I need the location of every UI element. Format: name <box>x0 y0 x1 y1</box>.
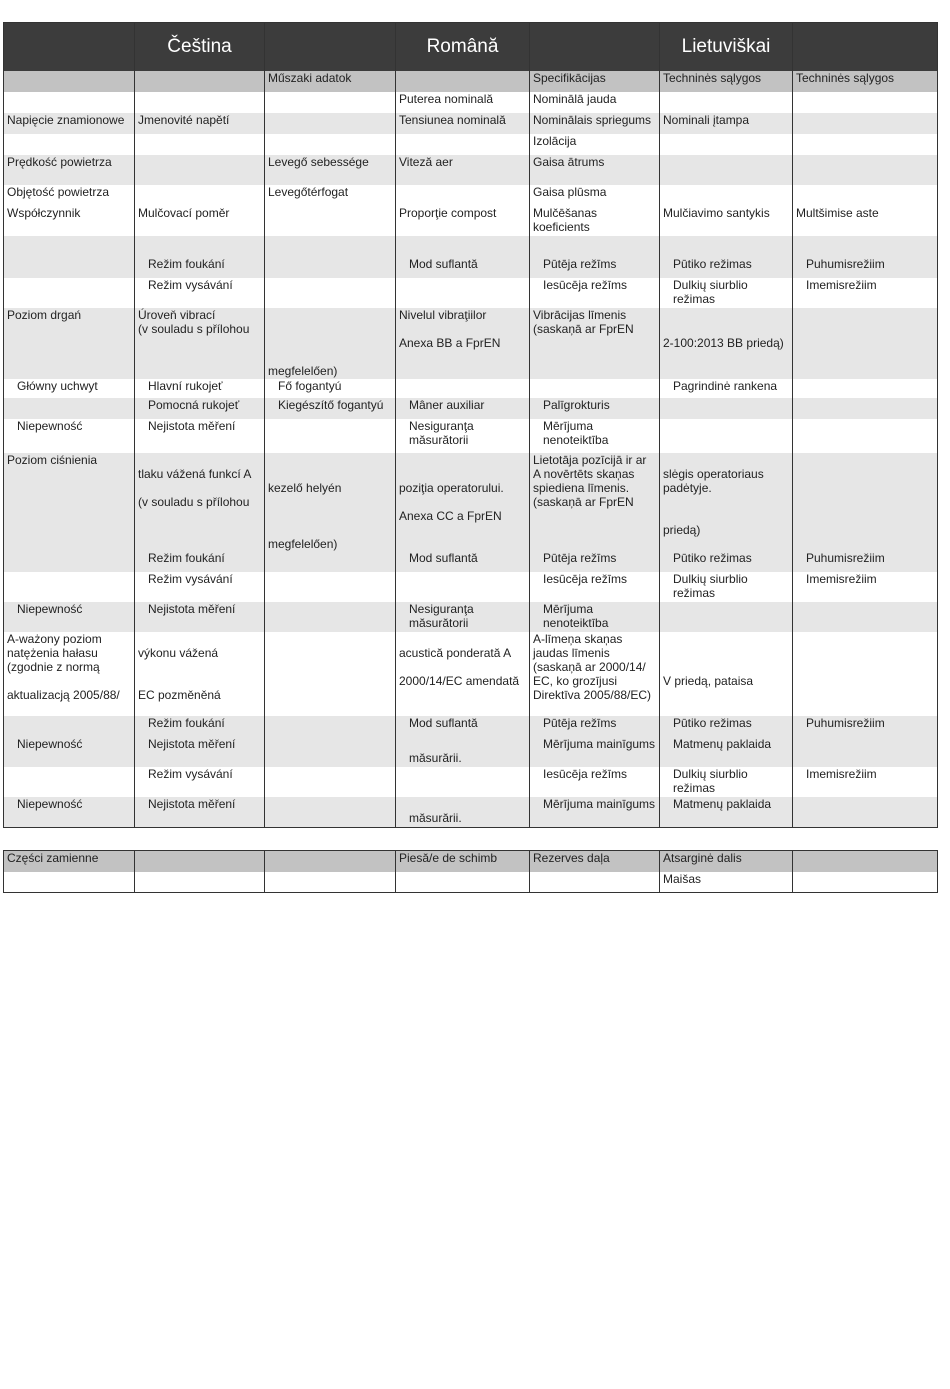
table-row <box>4 572 938 602</box>
cell-line: acustică ponderată A <box>399 646 512 660</box>
table-cell: Puhumisrežiim <box>793 257 938 278</box>
table-cell: Gaisa plūsma <box>530 185 660 206</box>
table-cell <box>265 797 396 827</box>
table-cell <box>4 872 135 893</box>
cell-line: Anexa CC a FprEN <box>399 509 502 523</box>
table-cell <box>660 602 793 632</box>
table-cell <box>396 632 530 716</box>
table-cell <box>396 737 530 767</box>
table-cell: Nesiguranţa măsurătorii <box>396 419 530 453</box>
table-row <box>4 308 938 379</box>
table-cell: Nejistota měření <box>135 797 265 827</box>
table-cell: Mâner auxiliar <box>396 398 530 419</box>
table-cell: Hlavní rukojeť <box>135 379 265 398</box>
specifications-table <box>3 22 938 828</box>
table-cell <box>265 632 396 716</box>
table-cell: Iesūcēja režīms <box>530 572 660 602</box>
table-cell <box>265 767 396 797</box>
table-cell: Kiegészítő fogantyú <box>265 398 396 419</box>
cell-line: A-ważony poziom natężenia hałasu (zgodnie z normą <box>7 632 102 674</box>
cell-line: (v souladu s přílohou <box>138 495 250 509</box>
table-cell: Piesă/e de schimb <box>396 851 530 872</box>
table-cell: Nominālā jauda <box>530 92 660 113</box>
table-cell <box>265 92 396 113</box>
table-cell <box>660 398 793 419</box>
table-cell: Nesiguranţa măsurătorii <box>396 602 530 632</box>
cell-line: slėgis operatoriaus padėtyje. <box>663 467 764 495</box>
table-cell <box>793 398 938 419</box>
table-cell: Imemisrežiim <box>793 767 938 797</box>
cell-line: Vibrācijas līmenis <box>533 308 627 322</box>
table-cell: Poziom ciśnienia <box>4 453 135 551</box>
table-cell <box>4 572 135 602</box>
table-cell <box>265 551 396 572</box>
table-row <box>4 155 938 185</box>
table-cell: Główny uchwyt <box>4 379 135 398</box>
language-header-row <box>4 23 938 72</box>
table-cell: Fő fogantyú <box>265 379 396 398</box>
table-cell <box>660 453 793 551</box>
table-cell: Techninės sąlygos <box>793 71 938 92</box>
table-cell <box>793 236 938 257</box>
table-cell <box>396 379 530 398</box>
table-cell <box>793 602 938 632</box>
table-cell <box>265 737 396 767</box>
table-cell: Specifikācijas <box>530 71 660 92</box>
table-cell <box>265 851 396 872</box>
table-cell <box>396 308 530 379</box>
table-cell <box>396 453 530 551</box>
table-cell: Mērījuma nenoteiktība <box>530 602 660 632</box>
table-row <box>4 602 938 632</box>
table-cell <box>4 257 135 278</box>
table-row <box>4 419 938 453</box>
table-row <box>4 92 938 113</box>
cell-line: tlaku vážená funkcí A <box>138 467 252 481</box>
table-cell <box>793 134 938 155</box>
table-cell <box>4 134 135 155</box>
table-cell <box>265 113 396 134</box>
cell-line: kezelő helyén <box>268 481 342 495</box>
table-cell <box>135 185 265 206</box>
table-cell <box>793 872 938 893</box>
table-cell <box>793 155 938 185</box>
table-cell <box>660 419 793 453</box>
table-row <box>4 134 938 155</box>
table-cell: Műszaki adatok <box>265 71 396 92</box>
table-cell <box>793 632 938 716</box>
table-cell: Matmenų paklaida <box>660 797 793 827</box>
header-cell <box>265 23 396 72</box>
table-cell: Rezerves daļa <box>530 851 660 872</box>
cell-line: 2000/14/EC amendată <box>399 674 520 688</box>
table-cell: Prędkość powietrza <box>4 155 135 185</box>
table-row <box>4 797 938 827</box>
table-row <box>4 767 938 797</box>
table-cell: Części zamienne <box>4 851 135 872</box>
table-cell <box>530 379 660 398</box>
table-row <box>4 206 938 236</box>
table-cell <box>4 71 135 92</box>
table-cell <box>4 398 135 419</box>
table-cell: Dulkių siurblio režimas <box>660 767 793 797</box>
table-cell: Režim foukání <box>135 551 265 572</box>
header-cell-cestina: Čeština <box>135 23 265 72</box>
table-cell <box>4 767 135 797</box>
table-row <box>4 278 938 308</box>
table-cell <box>4 632 135 716</box>
table-cell: Multšimise aste <box>793 206 938 236</box>
table-cell <box>4 236 135 257</box>
table-cell <box>265 236 396 257</box>
table-row <box>4 398 938 419</box>
table-cell <box>660 308 793 379</box>
table-cell: Režim vysávání <box>135 278 265 308</box>
table-cell: Mod suflantă <box>396 257 530 278</box>
cell-line: Úroveň vibrací <box>138 308 216 322</box>
table-cell: Viteză aer <box>396 155 530 185</box>
table-cell: Mulčēšanas koeficients <box>530 206 660 236</box>
table-row <box>4 236 938 257</box>
table-cell: Poziom drgań <box>4 308 135 379</box>
table-cell <box>265 453 396 551</box>
table-cell: Niepewność <box>4 797 135 827</box>
cell-line: V priedą, pataisa <box>663 674 754 688</box>
table-cell: Pūtēja režīms <box>530 551 660 572</box>
table-cell: Mulčiavimo santykis <box>660 206 793 236</box>
table-cell <box>265 602 396 632</box>
cell-line: megfelelően) <box>268 364 338 378</box>
table-cell: Niepewność <box>4 419 135 453</box>
table-cell <box>396 185 530 206</box>
table-cell: Pūtiko režimas <box>660 716 793 737</box>
table-cell <box>135 236 265 257</box>
table-cell <box>793 419 938 453</box>
table-cell <box>135 155 265 185</box>
table-cell <box>793 379 938 398</box>
table-cell <box>660 134 793 155</box>
table-cell: Mērījuma mainīgums <box>530 737 660 767</box>
table-cell: Režim foukání <box>135 257 265 278</box>
table-cell <box>793 113 938 134</box>
table-row <box>4 872 938 893</box>
table-cell <box>396 572 530 602</box>
table-cell: Mod suflantă <box>396 551 530 572</box>
table-row <box>4 716 938 737</box>
table-cell <box>4 278 135 308</box>
table-cell: Nejistota měření <box>135 419 265 453</box>
table-cell <box>135 851 265 872</box>
table-cell: Lietotāja pozīcijā ir ar A novērtēts skaņas spiediena līmenis. (saskaņā ar FprEN <box>530 453 660 551</box>
table-cell: Pūtēja režīms <box>530 257 660 278</box>
cell-line: poziţia operatorului. <box>399 481 504 495</box>
table-cell: Dulkių siurblio režimas <box>660 572 793 602</box>
header-cell-lietuviskai: Lietuviškai <box>660 23 793 72</box>
table-cell: Imemisrežiim <box>793 278 938 308</box>
header-cell <box>4 23 135 72</box>
table-cell: Atsarginė dalis <box>660 851 793 872</box>
table-cell <box>793 737 938 767</box>
table-cell <box>265 308 396 379</box>
table-cell <box>396 236 530 257</box>
table-cell <box>530 236 660 257</box>
table-cell <box>396 278 530 308</box>
cell-line: megfelelően) <box>268 537 338 551</box>
header-cell-romana: Română <box>396 23 530 72</box>
table-cell <box>793 308 938 379</box>
table-cell <box>793 453 938 551</box>
table-cell: Iesūcēja režīms <box>530 278 660 308</box>
table-cell: Nejistota měření <box>135 737 265 767</box>
table-cell <box>660 92 793 113</box>
table-cell: Puterea nominală <box>396 92 530 113</box>
table-cell: Imemisrežiim <box>793 572 938 602</box>
table-cell: Puhumisrežiim <box>793 716 938 737</box>
table-cell <box>265 134 396 155</box>
table-cell <box>135 632 265 716</box>
cell-line: măsurării. <box>409 811 462 825</box>
table-cell: Niepewność <box>4 602 135 632</box>
table-row <box>4 185 938 206</box>
table-cell <box>265 716 396 737</box>
table-cell: Mērījuma mainīgums <box>530 797 660 827</box>
table-cell: Pomocná rukojeť <box>135 398 265 419</box>
table-cell: Palīgrokturis <box>530 398 660 419</box>
table-row <box>4 257 938 278</box>
cell-line: (v souladu s přílohou <box>138 322 250 336</box>
table-cell <box>265 206 396 236</box>
table-cell <box>793 185 938 206</box>
table-cell: Matmenų paklaida <box>660 737 793 767</box>
table-cell: Puhumisrežiim <box>793 551 938 572</box>
table-cell <box>396 797 530 827</box>
table-cell <box>4 92 135 113</box>
table-cell: Pagrindinė rankena <box>660 379 793 398</box>
table-cell <box>265 419 396 453</box>
cell-line: aktualizacją 2005/88/ <box>7 688 120 702</box>
table-cell <box>4 716 135 737</box>
table-row <box>4 379 938 398</box>
table-cell: Gaisa ātrums <box>530 155 660 185</box>
table-cell <box>660 632 793 716</box>
table-row <box>4 71 938 92</box>
table-cell: Niepewność <box>4 737 135 767</box>
table-cell <box>396 71 530 92</box>
table-row <box>4 113 938 134</box>
table-cell: Mērījuma nenoteiktība <box>530 419 660 453</box>
header-cell <box>793 23 938 72</box>
table-cell: Mod suflantă <box>396 716 530 737</box>
table-cell: Režim vysávání <box>135 767 265 797</box>
table-cell: Proporţie compost <box>396 206 530 236</box>
table-cell <box>135 453 265 551</box>
table-cell <box>135 71 265 92</box>
table-cell <box>660 155 793 185</box>
table-row <box>4 632 938 716</box>
spare-parts-table <box>3 850 938 893</box>
table-cell: Dulkių siurblio režimas <box>660 278 793 308</box>
table-cell <box>265 872 396 893</box>
cell-line: Nivelul vibraţiilor <box>399 308 487 322</box>
table-cell <box>135 872 265 893</box>
table-cell: Pūtēja režīms <box>530 716 660 737</box>
cell-line: EC pozměněná <box>138 688 221 702</box>
table-cell: Techninės sąlygos <box>660 71 793 92</box>
table-cell <box>396 872 530 893</box>
table-cell: Jmenovité napětí <box>135 113 265 134</box>
table-cell: Współczynnik <box>4 206 135 236</box>
table-cell: Levegő sebessége <box>265 155 396 185</box>
table-cell <box>530 872 660 893</box>
table-cell: Tensiunea nominală <box>396 113 530 134</box>
table-cell <box>265 257 396 278</box>
cell-line: măsurării. <box>409 751 462 765</box>
table-cell <box>135 308 265 379</box>
header-cell <box>530 23 660 72</box>
cell-line: (saskaņā ar FprEN <box>533 322 634 336</box>
table-cell <box>396 134 530 155</box>
cell-line: výkonu vážená <box>138 646 219 660</box>
table-cell: A-līmeņa skaņas jaudas līmenis (saskaņā ar 2000/14/ EC, ko grozījusi Direktīva 2005/88/EC) <box>530 632 660 716</box>
table-cell: Nejistota měření <box>135 602 265 632</box>
table-row <box>4 551 938 572</box>
table-cell <box>793 851 938 872</box>
table-cell: Režim foukání <box>135 716 265 737</box>
table-cell: Režim vysávání <box>135 572 265 602</box>
table-cell <box>396 767 530 797</box>
table-cell: Mulčovací poměr <box>135 206 265 236</box>
table-cell: Pūtiko režimas <box>660 257 793 278</box>
table-cell: Nominālais spriegums <box>530 113 660 134</box>
cell-line: Anexa BB a FprEN <box>399 336 501 350</box>
table-cell <box>530 308 660 379</box>
cell-line: priedą) <box>663 523 701 537</box>
table-cell: Nominali įtampa <box>660 113 793 134</box>
table-row <box>4 453 938 551</box>
table-row <box>4 737 938 767</box>
table-cell <box>4 551 135 572</box>
table-cell <box>135 92 265 113</box>
table-cell <box>793 92 938 113</box>
table-cell <box>660 185 793 206</box>
table-cell <box>135 134 265 155</box>
table-cell: Objętość powietrza <box>4 185 135 206</box>
table-cell <box>660 236 793 257</box>
table-cell <box>793 797 938 827</box>
table-cell: Napięcie znamionowe <box>4 113 135 134</box>
table-cell: Pūtiko režimas <box>660 551 793 572</box>
table-row <box>4 851 938 872</box>
table-cell <box>265 278 396 308</box>
table-cell: Maišas <box>660 872 793 893</box>
table-cell: Levegőtérfogat <box>265 185 396 206</box>
table-cell: Iesūcēja režīms <box>530 767 660 797</box>
table-cell <box>265 572 396 602</box>
table-cell: Izolācija <box>530 134 660 155</box>
cell-line: 2-100:2013 BB priedą) <box>663 336 784 350</box>
